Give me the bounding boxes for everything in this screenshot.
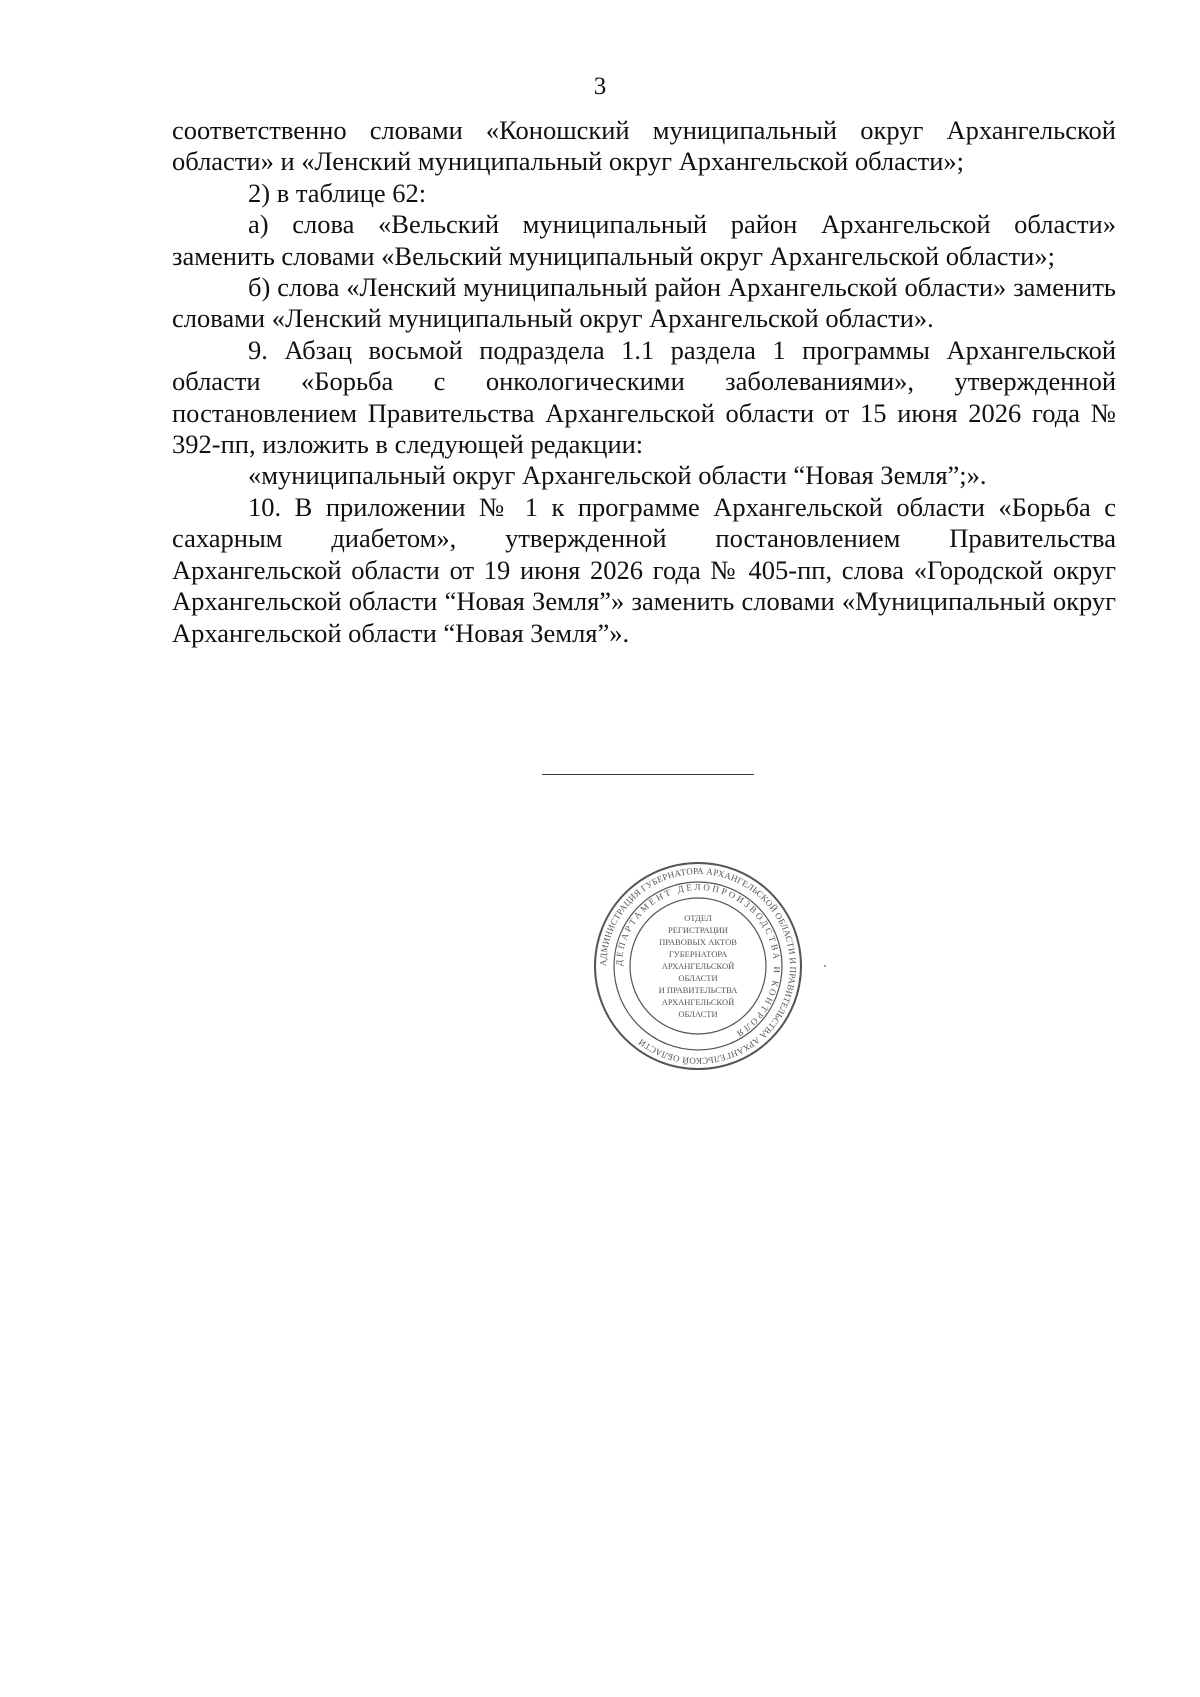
- official-stamp: [592, 860, 804, 1072]
- paragraph-item-2a: а) слова «Вельский муниципальный район Архангельской области» заменить словами «Вельский муниципальный округ Архангельской области»;: [172, 209, 1116, 271]
- paragraph-item-2b: б) слова «Ленский муниципальный район Архангельской области» заменить словами «Ленский муниципальный округ Архангельской области».: [172, 272, 1116, 334]
- end-divider-line: [542, 774, 754, 775]
- stamp-center-line: ОБЛАСТИ: [678, 973, 718, 983]
- stamp-center-text: [659, 913, 739, 1019]
- stamp-center-line: АРХАНГЕЛЬСКОЙ: [661, 997, 735, 1007]
- paragraph-item-2: 2) в таблице 62:: [248, 177, 427, 208]
- paragraph-continuation: соответственно словами «Коношский муниципальный округ Архангельской области» и «Ленский муниципальный округ Архангельской области»;: [172, 115, 1116, 177]
- paragraph-point-10: 10. В приложении № 1 к программе Архангельской области «Борьба с сахарным диабетом», утвержденной постановлением Правительства Архангельской области от 19 июня 2026 года № 405-пп, слова «Городской округ Архангельской области “Новая Земля”» заменить словами «Муниципальный округ Архангельской области “Новая Земля”».: [172, 491, 1116, 648]
- stamp-inner-ring-textpath: ДЕПАРТАМЕНТ ДЕЛОПРОИЗВОДСТВА И КОНТРОЛЯ: [613, 881, 783, 1040]
- stamp-center-line: ПРАВОВЫХ АКТОВ: [659, 937, 737, 947]
- paragraph-point-9-quote: «муниципальный округ Архангельской области “Новая Земля”;».: [248, 460, 987, 491]
- document-body: [172, 115, 1116, 649]
- scan-speck: [824, 965, 826, 967]
- stamp-center-line: ОБЛАСТИ: [678, 1009, 718, 1019]
- stamp-center-line: АРХАНГЕЛЬСКОЙ: [661, 961, 735, 971]
- paragraph-point-9: 9. Абзац восьмой подраздела 1.1 раздела 1 программы Архангельской области «Борьба с онкологическими заболеваниями», утвержденной постановлением Правительства Архангельской области от 15 июня 2026 года № 392-пп, изложить в следующей редакции:: [172, 334, 1116, 460]
- stamp-center-line: ОТДЕЛ: [684, 913, 712, 923]
- stamp-center-line: ГУБЕРНАТОРА: [668, 949, 728, 959]
- stamp-center-line: И ПРАВИТЕЛЬСТВА: [658, 985, 738, 995]
- stamp-outer-ring-textpath: АДМИНИСТРАЦИЯ ГУБЕРНАТОРА АРХАНГЕЛЬСКОЙ ОБЛАСТИ И ПРАВИТЕЛЬСТВА АРХАНГЕЛЬСКОЙ ОБЛАСТИ: [597, 865, 799, 1067]
- page-number: 3: [593, 73, 607, 100]
- stamp-center-line: РЕГИСТРАЦИИ: [667, 925, 729, 935]
